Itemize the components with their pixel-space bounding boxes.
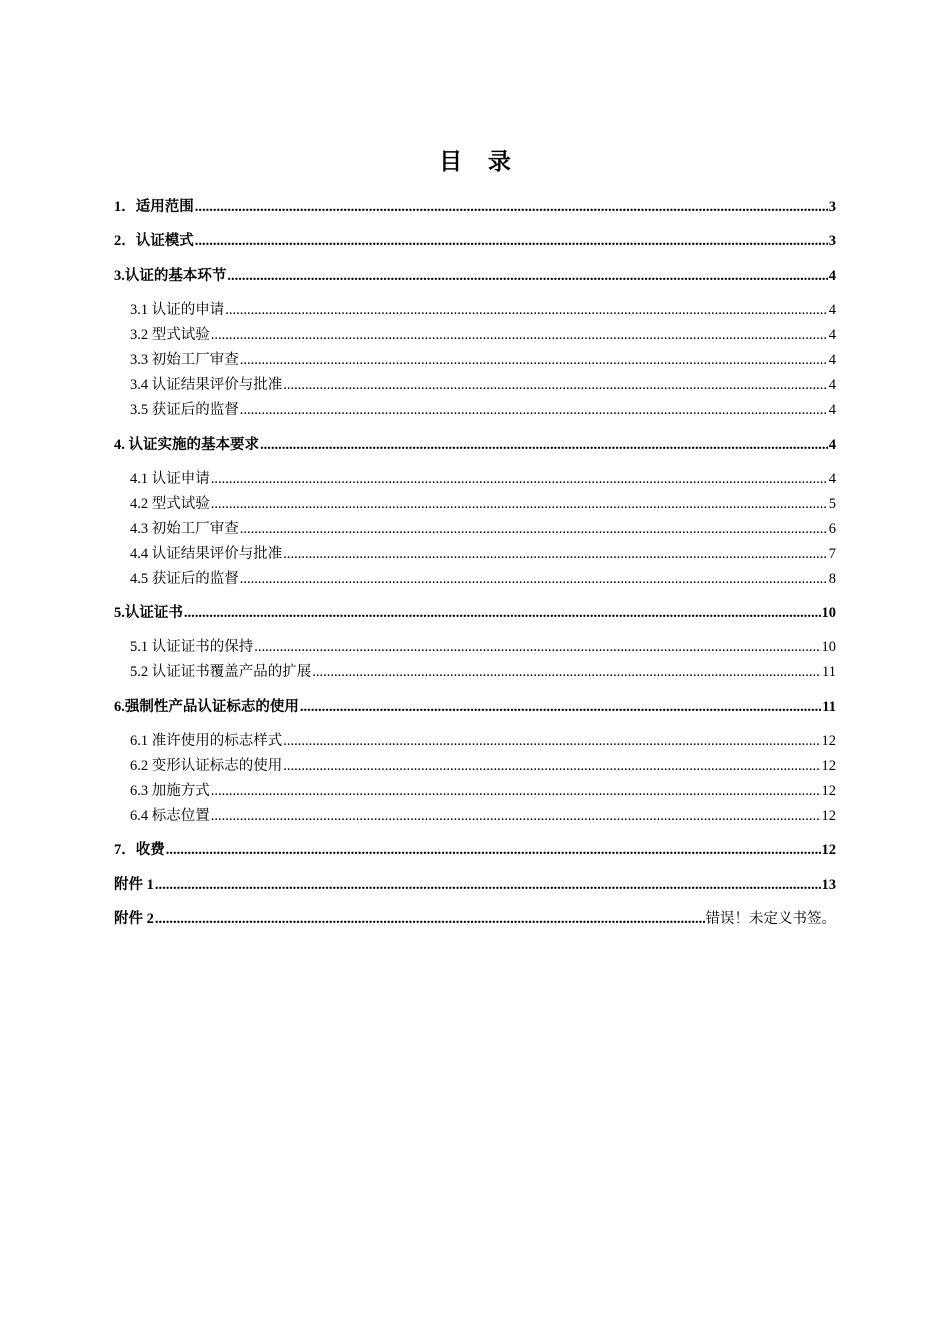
toc-dot-leader: [300, 697, 821, 717]
toc-entry-label: 3.认证的基本环节: [114, 268, 227, 284]
toc-dot-leader: [225, 300, 828, 320]
toc-dot-leader: [283, 731, 820, 751]
toc-dot-leader: [240, 350, 828, 370]
toc-page-number: 4: [828, 471, 836, 487]
toc-entry-label: 7．收费: [114, 842, 165, 858]
toc-page-number: 10: [821, 639, 836, 655]
toc-entry-section[interactable]: [130, 806, 836, 826]
toc-page-number: 错误！未定义书签。: [705, 911, 836, 927]
toc-page-number: 4: [828, 437, 836, 453]
toc-entry-section[interactable]: [130, 400, 836, 420]
toc-entry-label: 6.2 变形认证标志的使用: [130, 758, 283, 774]
toc-dot-leader: [211, 781, 821, 801]
toc-entry-chapter[interactable]: [114, 231, 836, 251]
toc-page-number: 4: [828, 352, 836, 368]
toc-entry-label: 3.4 认证结果评价与批准: [130, 377, 283, 393]
toc-entry-label: 6.3 加施方式: [130, 783, 210, 799]
toc-dot-leader: [211, 806, 821, 826]
toc-dot-leader: [211, 325, 828, 345]
toc-page-number: 6: [828, 521, 836, 537]
toc-dot-leader: [283, 375, 828, 395]
toc-page-number: 12: [821, 783, 836, 799]
toc-dot-leader: [227, 266, 827, 286]
toc-entry-section[interactable]: [130, 469, 836, 489]
toc-page-number: 4: [828, 377, 836, 393]
toc-entry-chapter[interactable]: [114, 603, 836, 623]
toc-page-number: 4: [828, 268, 836, 284]
toc-dot-leader: [211, 469, 828, 489]
toc-page-number: 11: [822, 664, 836, 680]
toc-entry-label: 4. 认证实施的基本要求: [114, 437, 259, 453]
toc-entry-section[interactable]: [130, 637, 836, 657]
toc-dot-leader: [283, 756, 820, 776]
toc-entry-label: 5.认证证书: [114, 605, 183, 621]
toc-dot-leader: [155, 909, 705, 929]
toc-entry-label: 6.4 标志位置: [130, 808, 210, 824]
toc-entry-label: 4.4 认证结果评价与批准: [130, 546, 283, 562]
toc-dot-leader: [312, 662, 821, 682]
toc-page-number: 3: [828, 233, 836, 249]
toc-entry-section[interactable]: [130, 375, 836, 395]
toc-entry-chapter[interactable]: [114, 697, 836, 717]
toc-entry-section[interactable]: [130, 731, 836, 751]
toc-page-number: 8: [828, 571, 836, 587]
toc-dot-leader: [260, 435, 828, 455]
toc-page-number: 4: [828, 327, 836, 343]
toc-entry-section[interactable]: [130, 325, 836, 345]
toc-dot-leader: [195, 231, 828, 251]
toc-dot-leader: [240, 519, 828, 539]
toc-entry-label: 4.5 获证后的监督: [130, 571, 239, 587]
toc-entry-section[interactable]: [130, 350, 836, 370]
toc-title: 目 录: [439, 149, 521, 174]
toc-dot-leader: [184, 603, 821, 623]
toc-entry-label: 4.2 型式试验: [130, 496, 210, 512]
toc-entry-section[interactable]: [130, 544, 836, 564]
toc-entry-section[interactable]: [130, 781, 836, 801]
toc-entry-section[interactable]: [130, 300, 836, 320]
toc-dot-leader: [195, 197, 828, 217]
toc-entry-chapter[interactable]: [114, 197, 836, 217]
toc-page-number: 3: [828, 199, 836, 215]
toc-entry-section[interactable]: [130, 569, 836, 589]
toc-entry-label: 3.5 获证后的监督: [130, 402, 239, 418]
toc-entry-label: 2．认证模式: [114, 233, 194, 249]
toc-page-number: 12: [821, 842, 836, 858]
toc-entry-chapter[interactable]: [114, 266, 836, 286]
toc-page-number: 4: [828, 302, 836, 318]
toc-entry-chapter[interactable]: [114, 909, 836, 929]
toc-entry-label: 6.强制性产品认证标志的使用: [114, 699, 299, 715]
toc-page-number: 5: [828, 496, 836, 512]
toc-entry-section[interactable]: [130, 756, 836, 776]
toc-entry-chapter[interactable]: [114, 435, 836, 455]
toc-dot-leader: [211, 494, 828, 514]
toc-entry-label: 4.3 初始工厂审查: [130, 521, 239, 537]
toc-entry-label: 5.2 认证证书覆盖产品的扩展: [130, 664, 312, 680]
toc-page-number: 4: [828, 402, 836, 418]
toc-dot-leader: [240, 400, 828, 420]
toc-page-number: 11: [822, 699, 836, 715]
toc-entry-label: 3.3 初始工厂审查: [130, 352, 239, 368]
toc-entry-section[interactable]: [130, 494, 836, 514]
toc-dot-leader: [254, 637, 820, 657]
toc-page-number: 12: [821, 808, 836, 824]
toc-dot-leader: [240, 569, 828, 589]
toc-entry-label: 4.1 认证申请: [130, 471, 210, 487]
toc-page-number: 7: [828, 546, 836, 562]
toc-page-number: 13: [821, 877, 836, 893]
toc-entry-label: 附件 2: [114, 911, 154, 927]
toc-page-number: 12: [821, 733, 836, 749]
toc-entry-label: 3.1 认证的申请: [130, 302, 225, 318]
toc-entry-label: 1．适用范围: [114, 199, 194, 215]
toc-dot-leader: [155, 875, 821, 895]
toc-entry-section[interactable]: [130, 519, 836, 539]
toc-entry-label: 5.1 认证证书的保持: [130, 639, 254, 655]
toc-entry-chapter[interactable]: [114, 840, 836, 860]
toc-dot-leader: [283, 544, 828, 564]
toc-entry-chapter[interactable]: [114, 875, 836, 895]
toc-page-number: 10: [821, 605, 836, 621]
toc-page-number: 12: [821, 758, 836, 774]
toc-entry-label: 6.1 准许使用的标志样式: [130, 733, 283, 749]
toc-entry-section[interactable]: [130, 662, 836, 682]
toc-entry-label: 附件 1: [114, 877, 154, 893]
toc-entry-label: 3.2 型式试验: [130, 327, 210, 343]
toc-dot-leader: [166, 840, 821, 860]
